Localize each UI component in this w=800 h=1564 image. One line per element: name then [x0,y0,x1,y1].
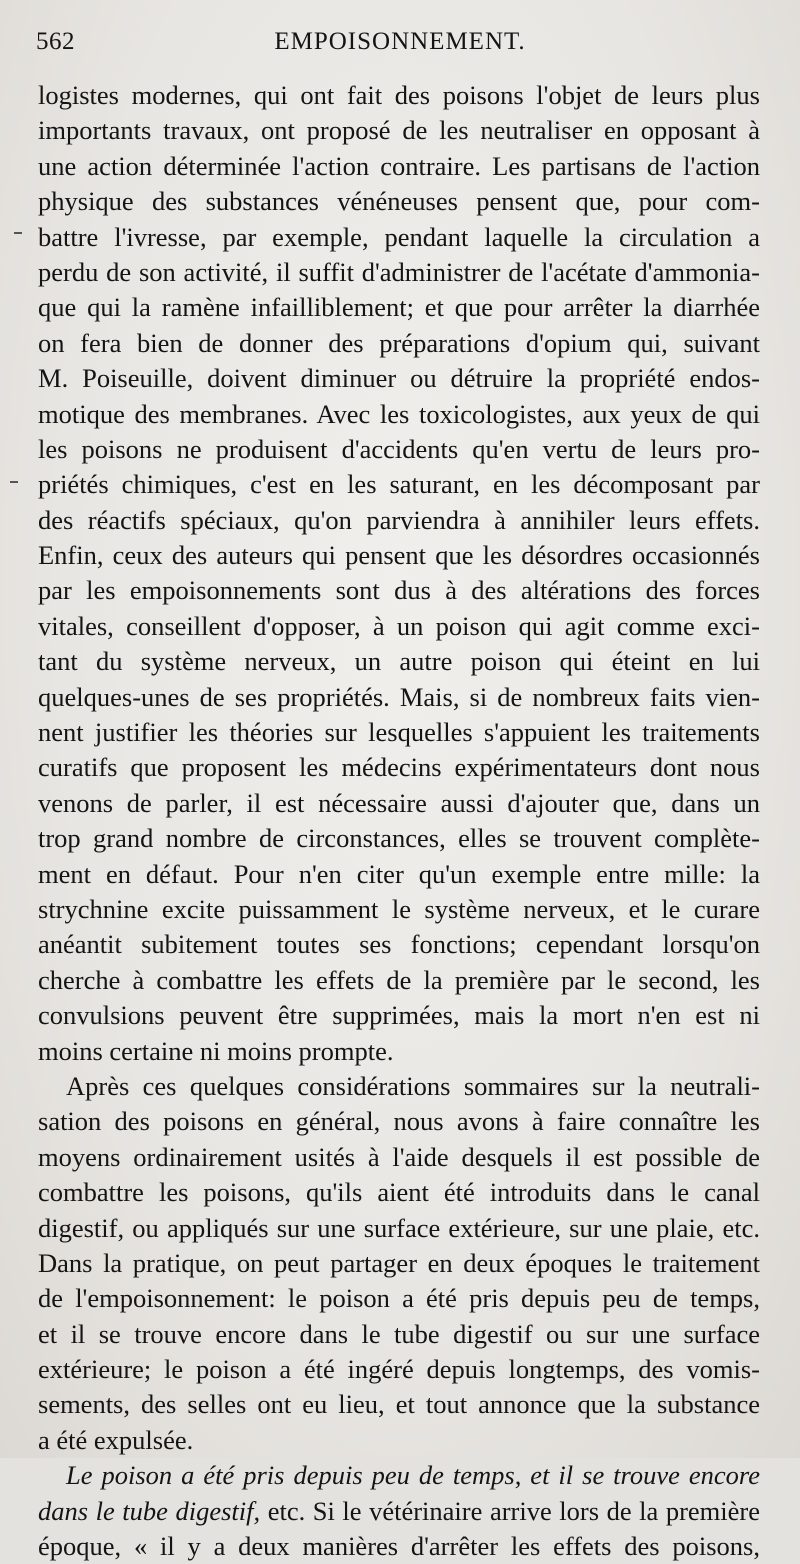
text-line: une action déterminée l'action contraire. Les partisans de l'action [38,150,760,181]
text-line: strychnine excite puissamment le système nerveux, et le curare [38,893,760,924]
text-line: sements, des selles ont eu lieu, et tout annonce que la substance [38,1389,760,1420]
text-line: curatifs que proposent les médecins expérimentateurs dont nous [38,752,760,783]
text-line: on fera bien de donner des préparations d'opium qui, suivant [38,327,760,358]
body-text [38,78,760,1564]
text-line: cherche à combattre les effets de la première par le second, les [38,964,760,995]
text-line: époque, « il y a deux manières d'arrêter les effets des poisons, [38,1531,760,1562]
text-line: trop grand nombre de circonstances, elles se trouvent complète- [38,823,760,854]
text-line: convulsions peuvent être supprimées, mais la mort n'en est ni [38,1000,760,1031]
running-title: EMPOISONNEMENT. [274,28,526,55]
text-line: venons de parler, il est nécessaire aussi d'ajouter que, dans un [38,787,760,818]
roman-phrase: etc. Si le vétérinaire arrive lors de la première [260,1495,760,1526]
text-line: Après ces quelques considérations sommaires sur la neutrali- [66,1070,760,1101]
text-line: logistes modernes, qui ont fait des poisons l'objet de leurs plus [38,80,760,110]
text-line: extérieure; le poison a été ingéré depuis longtemps, des vomis- [38,1354,760,1385]
italic-phrase: dans le tube digestif, [38,1495,261,1526]
text-line: nent justifier les théories sur lesquelles s'appuient les traitements [38,717,760,748]
text-line: sation des poisons en général, nous avons à faire connaître les [38,1106,760,1137]
text-line: physique des substances vénéneuses pensent que, pour com- [38,186,760,217]
text-line: anéantit subitement toutes ses fonctions; cependant lorsqu'on [38,929,760,960]
text-line: digestif, ou appliqués sur une surface extérieure, sur une plaie, etc. [38,1212,760,1243]
text-line: perdu de son activité, il suffit d'administrer de l'acétate d'ammonia- [38,256,760,287]
text-line: moyens ordinairement usités à l'aide desquels il est possible de [38,1141,760,1172]
margin-mark [10,481,18,483]
text-line: que qui la ramène infailliblement; et que pour arrêter la diarrhée [38,292,760,323]
text-line: et il se trouve encore dans le tube digestif ou sur une surface [38,1318,760,1349]
text-line: importants travaux, ont proposé de les neutraliser en opposant à [38,115,760,146]
text-line: vitales, conseillent d'opposer, à un poison qui agit comme exci- [38,610,760,641]
text-line: priétés chimiques, c'est en les saturant, en les décomposant par [38,469,760,500]
text-line [38,1494,760,1529]
text-line: battre l'ivresse, par exemple, pendant laquelle la circulation a [38,221,760,252]
text-line: moins certaine ni moins prompte. [38,1035,394,1066]
text-line: combattre les poisons, qu'ils aient été introduits dans le canal [38,1177,760,1208]
text-line: Dans la pratique, on peut partager en deux époques le traitement [38,1247,760,1278]
text-line: a été expulsée. [38,1424,194,1455]
text-line: tant du système nerveux, un autre poison qui éteint en lui [38,646,760,677]
text-line: les poisons ne produisent d'accidents qu'en vertu de leurs pro- [38,433,760,464]
text-line: des réactifs spéciaux, qu'on parviendra à annihiler leurs effets. [38,504,760,535]
text-line: motique des membranes. Avec les toxicologistes, aux yeux de qui [38,398,760,429]
margin-mark [14,232,22,234]
text-line: M. Poiseuille, doivent diminuer ou détruire la propriété endos- [38,363,760,394]
text-line: Enfin, ceux des auteurs qui pensent que les désordres occasionnés [38,540,760,571]
page-number: 562 [36,28,75,55]
text-line: par les empoisonnements sont dus à des altérations des forces [38,575,760,606]
text-line: ment en défaut. Pour n'en citer qu'un exemple entre mille: la [38,858,760,889]
text-line: Le poison a été pris depuis peu de temps, et il se trouve encore [66,1460,760,1491]
running-head [36,28,764,64]
text-line: quelques-unes de ses propriétés. Mais, si de nombreux faits vien- [38,681,760,712]
text-line: de l'empoisonnement: le poison a été pris depuis peu de temps, [38,1283,760,1314]
